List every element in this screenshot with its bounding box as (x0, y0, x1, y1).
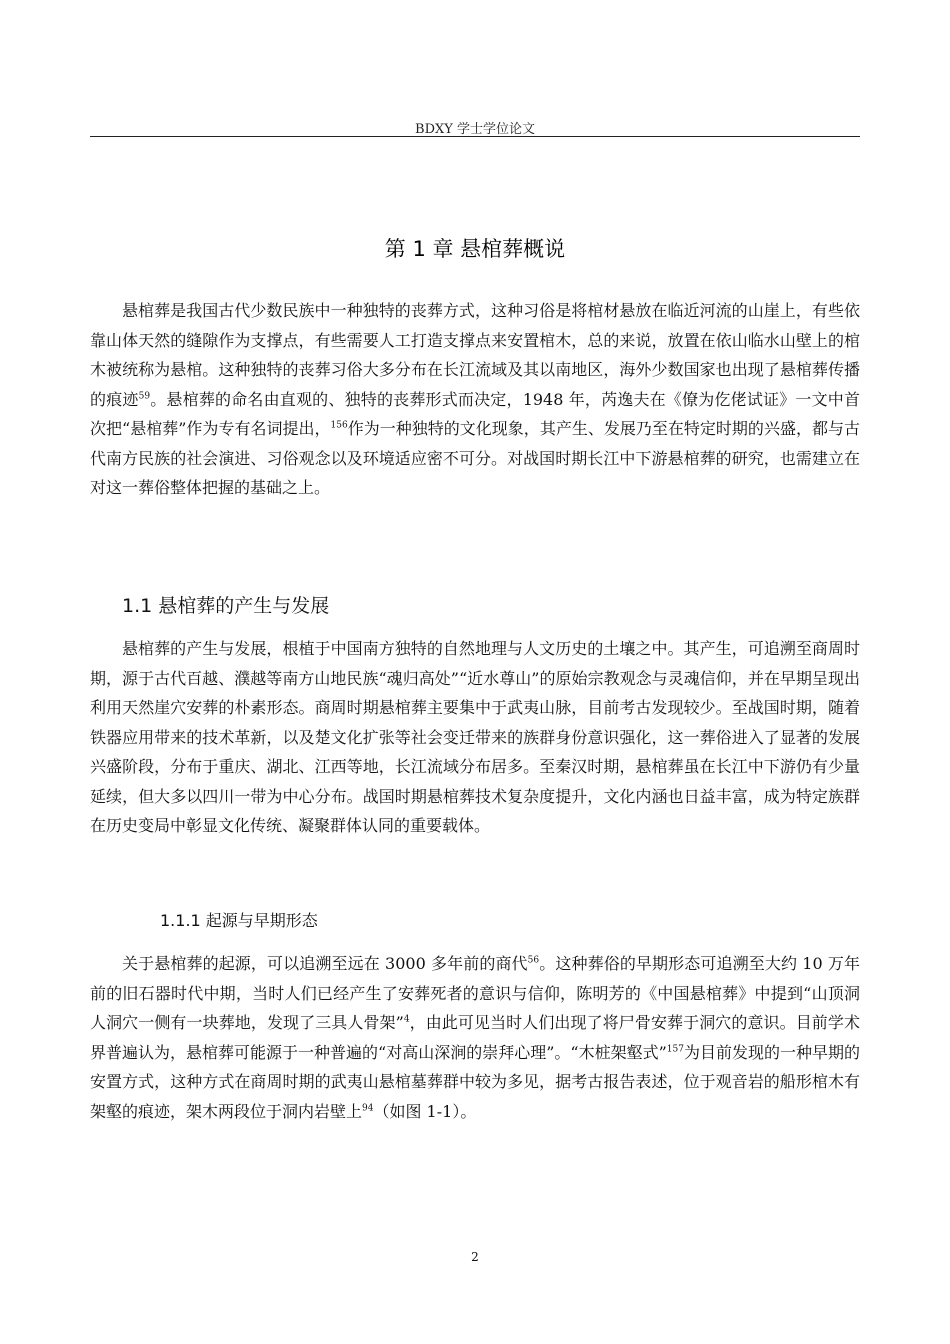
origin-text-5: （如图 1-1）。 (373, 1101, 477, 1121)
citation-94: 94 (362, 1103, 374, 1114)
citation-56: 56 (527, 955, 540, 966)
citation-59: 59 (138, 391, 151, 402)
section-heading-1-1: 1.1 悬棺葬的产生与发展 (122, 595, 330, 617)
citation-156: 156 (330, 420, 348, 431)
page-number: 2 (471, 1250, 479, 1264)
section-heading-1-1-1: 1.1.1 起源与早期形态 (160, 911, 318, 930)
intro-text-3: 作为一种独特的文化现象，其产生、发展乃至在特定时期的兴盛，都与古代南方民族的社会演进、习俗观念以及环境适应密不可分。对战国时期长江中下游悬棺葬的研究，也需建立在对这一葬俗整体把握的基础之上。 (90, 419, 860, 497)
intro-text-2: 。悬棺葬的命名由直观的、独特的丧葬形式而决定，1948 年，芮逸夫在《僚为仡佬试证》一文中首次把“悬棺葬”作为专有名词提出， (90, 389, 860, 438)
intro-text-1: 悬棺葬是我国古代少数民族中一种独特的丧葬方式，这种习俗是将棺材悬放在临近河流的山崖上，有些依靠山体天然的缝隙作为支撑点，有些需要人工打造支撑点来安置棺木，总的来说，放置在依山临水山壁上的棺木被统称为悬棺。这种独特的丧葬习俗大多分布在长江流域及其以南地区，海外少数国家也出现了悬棺葬传播的痕迹 (90, 301, 860, 409)
header-rule (90, 136, 860, 137)
section-1-1-1-paragraph (90, 949, 860, 1126)
running-header: BDXY 学士学位论文 (415, 122, 535, 137)
section-1-1-paragraph: 悬棺葬的产生与发展，根植于中国南方独特的自然地理与人文历史的土壤之中。其产生，可追溯至商周时期，源于古代百越、濮越等南方山地民族“魂归高处”“近水尊山”的原始宗教观念与灵魂信仰，并在早期呈现出利用天然崖穴安葬的朴素形态。商周时期悬棺葬主要集中于武夷山脉，目前考古发现较少。至战国时期，随着铁器应用带来的技术革新，以及楚文化扩张等社会变迁带来的族群身份意识强化，这一葬俗进入了显著的发展兴盛阶段，分布于重庆、湖北、江西等地，长江流域分布居多。至秦汉时期，悬棺葬虽在长江中下游仍有少量延续，但大多以四川一带为中心分布。战国时期悬棺葬技术复杂度提升，文化内涵也日益丰富，成为特定族群在历史变局中彰显文化传统、凝聚群体认同的重要载体。 (90, 639, 860, 835)
origin-text-1: 关于悬棺葬的起源，可以追溯至远在 3000 多年前的商代 (122, 954, 528, 973)
origin-text-3: ，由此可见当时人们出现了将尸骨安葬于洞穴的意识。目前学术界普遍认为，悬棺葬可能源于一种普遍的“对高山深涧的崇拜心理”。“木桩架壑式” (90, 1013, 860, 1062)
intro-paragraph (90, 296, 860, 503)
chapter-title: 第 1 章 悬棺葬概说 (384, 237, 566, 261)
origin-text-4: 为目前发现的一种早期的安置方式，这种方式在商周时期的武夷山悬棺墓葬群中较为多见，据考古报告表述，位于观音岩的船形棺木有架壑的痕迹，架木两段位于洞内岩壁上 (90, 1042, 860, 1121)
citation-4: 4 (403, 1014, 410, 1025)
citation-157: 157 (666, 1044, 684, 1055)
origin-text-2: 。这种葬俗的早期形态可追溯至大约 10 万年前的旧石器时代中期，当时人们已经产生了安葬死者的意识与信仰，陈明芳的《中国悬棺葬》中提到“山顶洞人洞穴一侧有一块葬地，发现了三具人骨架” (90, 954, 860, 1032)
